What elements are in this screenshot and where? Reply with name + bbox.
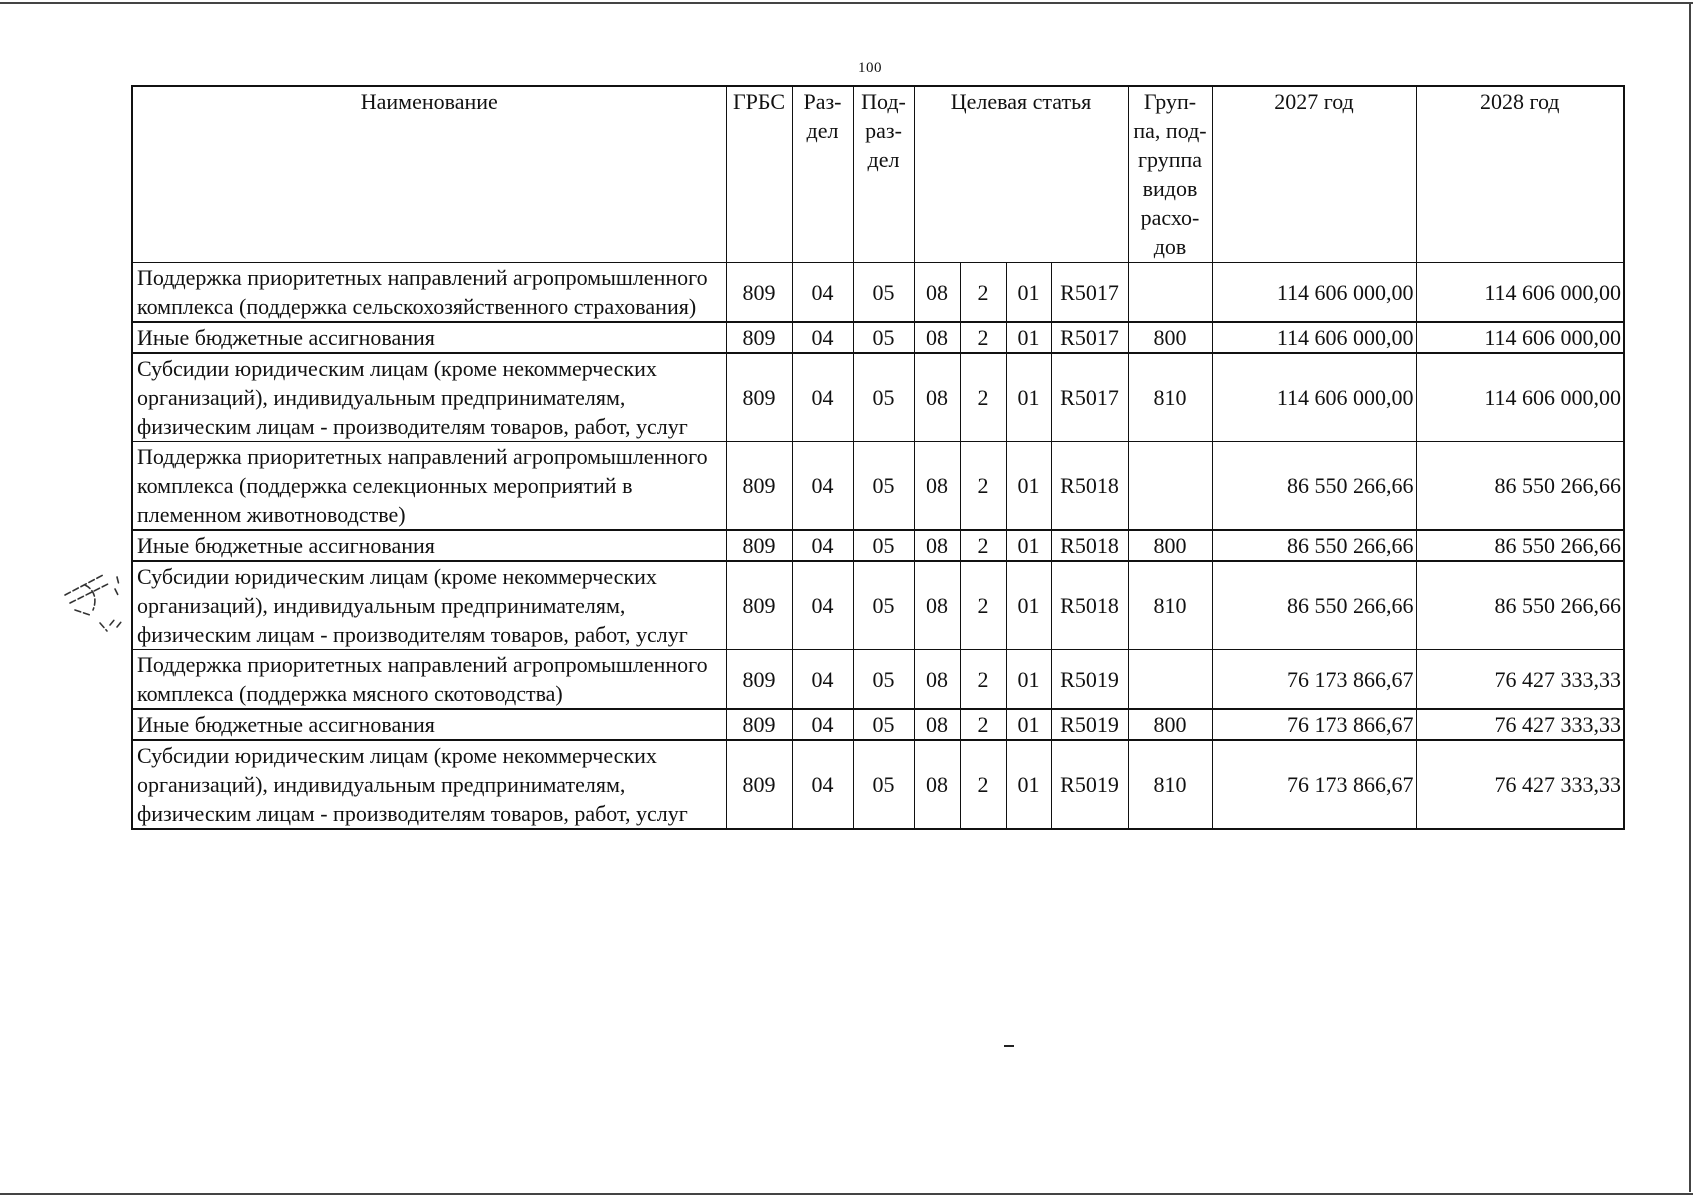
stray-mark [1004, 1045, 1014, 1047]
cell-name: Поддержка приоритетных направлений агропромышленного комплекса (поддержка сельскохозяйственного страхования) [132, 263, 726, 323]
budget-table [131, 85, 1625, 830]
header-razdel: Раз- дел [792, 86, 853, 263]
cell-podrazdel: 05 [853, 442, 914, 531]
cell-target-article-code: R5019 [1051, 740, 1128, 829]
cell-target-article-code: R5017 [1051, 353, 1128, 442]
cell-expense-group: 810 [1128, 561, 1212, 650]
cell-amount-2027: 114 606 000,00 [1212, 353, 1416, 442]
cell-target-article-program: 08 [914, 709, 960, 740]
page-number: 100 [858, 60, 882, 76]
cell-name: Иные бюджетные ассигнования [132, 530, 726, 561]
cell-target-article-program: 08 [914, 353, 960, 442]
table-row [132, 709, 1624, 740]
cell-name: Поддержка приоритетных направлений агропромышленного комплекса (поддержка мясного скотоводства) [132, 650, 726, 710]
cell-target-article-program: 08 [914, 561, 960, 650]
cell-amount-2028: 86 550 266,66 [1416, 530, 1624, 561]
cell-amount-2028: 114 606 000,00 [1416, 322, 1624, 353]
cell-target-article-subprogram: 01 [1006, 322, 1051, 353]
cell-amount-2028: 86 550 266,66 [1416, 561, 1624, 650]
cell-razdel: 04 [792, 353, 853, 442]
cell-razdel: 04 [792, 530, 853, 561]
cell-name: Субсидии юридическим лицам (кроме некоммерческих организаций), индивидуальным предпринимателям, физическим лицам - производителям товаров, работ, услуг [132, 353, 726, 442]
cell-grbs: 809 [726, 442, 792, 531]
cell-target-article-subprogram: 01 [1006, 263, 1051, 323]
cell-target-article-subprogram: 01 [1006, 442, 1051, 531]
cell-target-article-code: R5019 [1051, 650, 1128, 710]
cell-amount-2028: 76 427 333,33 [1416, 709, 1624, 740]
cell-target-article-type: 2 [960, 740, 1006, 829]
header-expense-group: Груп- па, под- группа видов расхо- дов [1128, 86, 1212, 263]
cell-amount-2027: 86 550 266,66 [1212, 442, 1416, 531]
cell-name: Иные бюджетные ассигнования [132, 709, 726, 740]
cell-razdel: 04 [792, 650, 853, 710]
cell-target-article-type: 2 [960, 709, 1006, 740]
cell-target-article-program: 08 [914, 263, 960, 323]
cell-razdel: 04 [792, 561, 853, 650]
cell-target-article-code: R5018 [1051, 530, 1128, 561]
page-border-right [1689, 2, 1691, 1192]
cell-expense-group [1128, 650, 1212, 710]
cell-target-article-type: 2 [960, 322, 1006, 353]
cell-grbs: 809 [726, 530, 792, 561]
cell-target-article-program: 08 [914, 442, 960, 531]
header-year-2028: 2028 год [1416, 86, 1624, 263]
cell-expense-group: 800 [1128, 709, 1212, 740]
cell-podrazdel: 05 [853, 709, 914, 740]
cell-amount-2027: 86 550 266,66 [1212, 530, 1416, 561]
header-name: Наименование [132, 86, 726, 263]
header-grbs: ГРБС [726, 86, 792, 263]
cell-target-article-type: 2 [960, 561, 1006, 650]
table-row [132, 650, 1624, 710]
cell-expense-group: 810 [1128, 740, 1212, 829]
cell-name: Субсидии юридическим лицам (кроме некоммерческих организаций), индивидуальным предпринимателям, физическим лицам - производителям товаров, работ, услуг [132, 561, 726, 650]
cell-target-article-code: R5019 [1051, 709, 1128, 740]
cell-target-article-program: 08 [914, 322, 960, 353]
cell-razdel: 04 [792, 709, 853, 740]
cell-amount-2028: 76 427 333,33 [1416, 650, 1624, 710]
cell-name: Субсидии юридическим лицам (кроме некоммерческих организаций), индивидуальным предпринимателям, физическим лицам - производителям товаров, работ, услуг [132, 740, 726, 829]
cell-amount-2027: 76 173 866,67 [1212, 740, 1416, 829]
cell-grbs: 809 [726, 709, 792, 740]
page-border-bottom [0, 1193, 1693, 1195]
header-year-2027: 2027 год [1212, 86, 1416, 263]
cell-amount-2028: 114 606 000,00 [1416, 263, 1624, 323]
cell-target-article-type: 2 [960, 263, 1006, 323]
table-row [132, 530, 1624, 561]
cell-target-article-type: 2 [960, 650, 1006, 710]
cell-expense-group: 800 [1128, 322, 1212, 353]
cell-target-article-type: 2 [960, 353, 1006, 442]
cell-amount-2028: 86 550 266,66 [1416, 442, 1624, 531]
cell-amount-2027: 114 606 000,00 [1212, 322, 1416, 353]
table-row [132, 561, 1624, 650]
cell-podrazdel: 05 [853, 263, 914, 323]
cell-podrazdel: 05 [853, 650, 914, 710]
cell-name: Иные бюджетные ассигнования [132, 322, 726, 353]
cell-target-article-subprogram: 01 [1006, 740, 1051, 829]
cell-razdel: 04 [792, 740, 853, 829]
cell-podrazdel: 05 [853, 740, 914, 829]
table-row [132, 322, 1624, 353]
cell-target-article-code: R5018 [1051, 442, 1128, 531]
cell-razdel: 04 [792, 322, 853, 353]
table-row [132, 740, 1624, 829]
cell-target-article-type: 2 [960, 530, 1006, 561]
cell-grbs: 809 [726, 322, 792, 353]
cell-target-article-program: 08 [914, 740, 960, 829]
cell-expense-group [1128, 442, 1212, 531]
cell-target-article-type: 2 [960, 442, 1006, 531]
cell-amount-2027: 76 173 866,67 [1212, 709, 1416, 740]
cell-grbs: 809 [726, 561, 792, 650]
cell-amount-2027: 76 173 866,67 [1212, 650, 1416, 710]
table-row [132, 263, 1624, 323]
cell-target-article-subprogram: 01 [1006, 650, 1051, 710]
cell-expense-group: 800 [1128, 530, 1212, 561]
cell-podrazdel: 05 [853, 561, 914, 650]
cell-target-article-code: R5018 [1051, 561, 1128, 650]
table-header [132, 86, 1624, 263]
cell-grbs: 809 [726, 650, 792, 710]
header-target-article: Целевая статья [914, 86, 1128, 263]
handwritten-signature [55, 545, 130, 635]
cell-grbs: 809 [726, 263, 792, 323]
cell-podrazdel: 05 [853, 530, 914, 561]
cell-amount-2027: 86 550 266,66 [1212, 561, 1416, 650]
cell-razdel: 04 [792, 263, 853, 323]
cell-target-article-program: 08 [914, 650, 960, 710]
cell-podrazdel: 05 [853, 353, 914, 442]
cell-target-article-subprogram: 01 [1006, 530, 1051, 561]
cell-target-article-subprogram: 01 [1006, 353, 1051, 442]
cell-target-article-code: R5017 [1051, 322, 1128, 353]
cell-amount-2028: 114 606 000,00 [1416, 353, 1624, 442]
header-podrazdel: Под- раз- дел [853, 86, 914, 263]
cell-expense-group: 810 [1128, 353, 1212, 442]
cell-razdel: 04 [792, 442, 853, 531]
cell-podrazdel: 05 [853, 322, 914, 353]
cell-target-article-code: R5017 [1051, 263, 1128, 323]
table-row [132, 442, 1624, 531]
table-row [132, 353, 1624, 442]
cell-amount-2028: 76 427 333,33 [1416, 740, 1624, 829]
cell-amount-2027: 114 606 000,00 [1212, 263, 1416, 323]
cell-target-article-subprogram: 01 [1006, 709, 1051, 740]
cell-grbs: 809 [726, 353, 792, 442]
table-body [132, 263, 1624, 830]
cell-name: Поддержка приоритетных направлений агропромышленного комплекса (поддержка селекционных мероприятий в племенном животноводстве) [132, 442, 726, 531]
cell-expense-group [1128, 263, 1212, 323]
cell-grbs: 809 [726, 740, 792, 829]
cell-target-article-program: 08 [914, 530, 960, 561]
page-border-top [0, 2, 1693, 4]
cell-target-article-subprogram: 01 [1006, 561, 1051, 650]
